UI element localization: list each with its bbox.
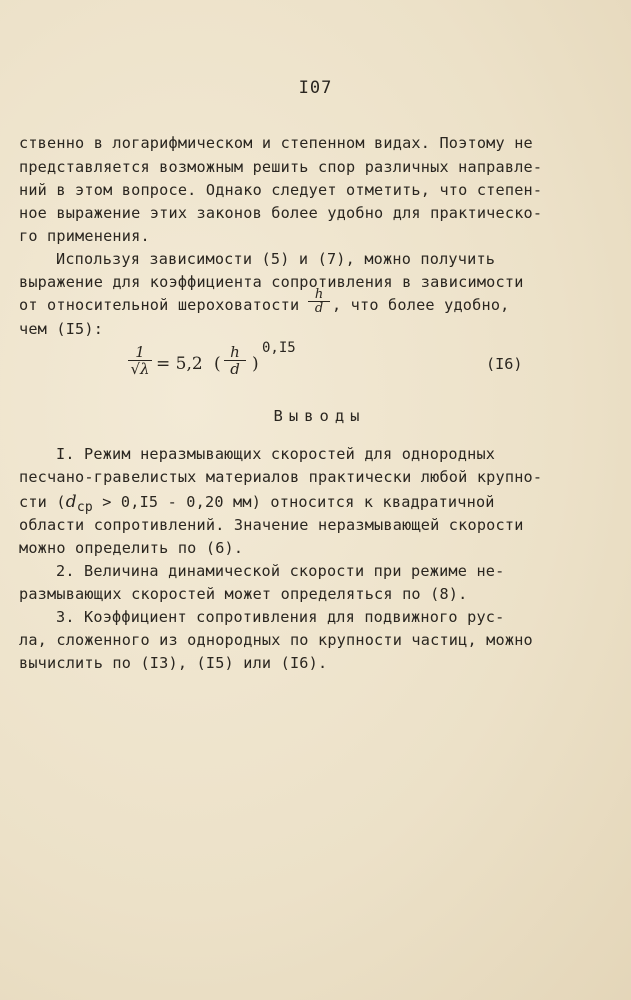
- text-line: от относительной шероховатости: [19, 296, 300, 314]
- diameter-symbol: d: [65, 492, 77, 512]
- text-line: 3. Коэффициент сопротивления для подвижного рус-: [56, 608, 505, 626]
- formula-exponent: 0,I5: [262, 340, 296, 356]
- text-line: размывающих скоростей может определяться по (8).: [19, 585, 468, 603]
- fraction-denominator: d: [314, 301, 324, 316]
- text-line: го применения.: [19, 227, 150, 245]
- lhs-denominator: √λ: [130, 360, 150, 378]
- conclusions-heading: Выводы: [273, 407, 366, 425]
- page-number: I07: [298, 78, 333, 98]
- ratio-numerator: h: [230, 343, 240, 361]
- lhs-numerator: 1: [135, 343, 145, 361]
- text-line: ний в этом вопросе. Однако следует отметить, что степен-: [19, 181, 543, 199]
- text-line: I. Режим неразмывающих скоростей для однородных: [56, 445, 496, 463]
- open-paren: (: [214, 354, 221, 374]
- text-line: представляется возможным решить спор различных направле-: [19, 158, 543, 176]
- fraction-numerator: h: [314, 287, 324, 302]
- text-line: области сопротивлений. Значение неразмывающей скорости: [19, 516, 524, 534]
- text-line: выражение для коэффициента сопротивления в зависимости: [19, 273, 524, 291]
- text-line: можно определить по (6).: [19, 539, 244, 557]
- text-line: чем (I5):: [19, 320, 104, 338]
- ratio-denominator: d: [230, 360, 240, 378]
- text-line: Используя зависимости (5) и (7), можно получить: [56, 250, 496, 268]
- formula-lhs-fraction: [128, 344, 152, 378]
- equation-number: (I6): [486, 355, 523, 373]
- text-line-with-symbol: [19, 492, 495, 515]
- text-line: ное выражение этих законов более удобно для практическо-: [19, 204, 543, 222]
- formula-coefficient: = 5,2: [156, 354, 203, 374]
- text-line: 2. Величина динамической скорости при режиме не-: [56, 562, 505, 580]
- text-fragment: > 0,I5 - 0,20 мм) относится к квадратичной: [92, 493, 495, 511]
- formula-16: [128, 340, 328, 388]
- text-fragment: сти (: [19, 493, 66, 511]
- text-line: песчано-гравелистых материалов практически любой крупно-: [19, 468, 543, 486]
- text-line: , что более удобно,: [332, 296, 510, 314]
- text-line: ственно в логарифмическом и степенном видах. Поэтому не: [19, 134, 533, 152]
- inline-fraction-h-over-d: [308, 288, 330, 316]
- formula-ratio-fraction: [224, 344, 246, 378]
- subscript: ср: [76, 500, 93, 515]
- text-line: вычислить по (I3), (I5) или (I6).: [19, 654, 328, 672]
- close-paren: ): [252, 354, 259, 374]
- text-line: ла, сложенного из однородных по крупности частиц, можно: [19, 631, 533, 649]
